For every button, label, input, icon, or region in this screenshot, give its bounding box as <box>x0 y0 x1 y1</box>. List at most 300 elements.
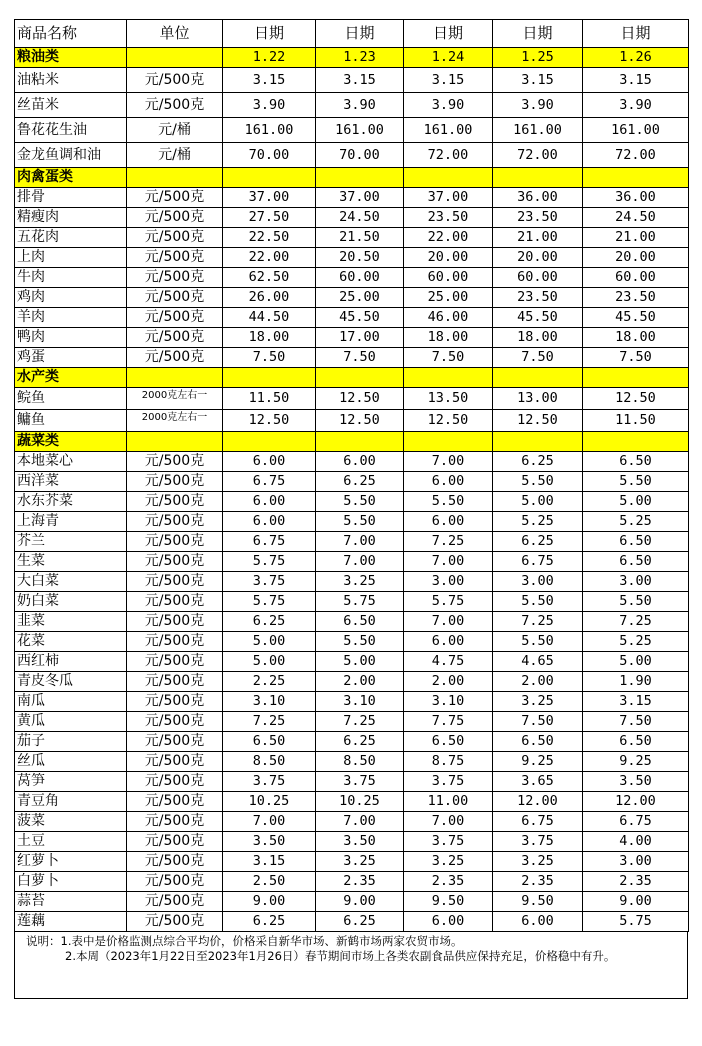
price-cell: 9.00 <box>316 892 404 912</box>
date-cell <box>583 432 689 452</box>
table-row <box>15 512 689 532</box>
price-cell: 72.00 <box>404 143 493 168</box>
price-cell: 20.50 <box>316 248 404 268</box>
item-name: 芥兰 <box>15 532 127 552</box>
item-unit: 元/500克 <box>127 208 223 228</box>
price-cell: 5.75 <box>404 592 493 612</box>
price-cell: 20.00 <box>404 248 493 268</box>
price-cell: 6.25 <box>493 532 583 552</box>
item-unit: 元/500克 <box>127 188 223 208</box>
table-row <box>15 572 689 592</box>
price-cell: 3.25 <box>493 692 583 712</box>
table-row <box>15 472 689 492</box>
price-cell: 23.50 <box>404 208 493 228</box>
price-cell: 5.00 <box>583 492 689 512</box>
price-cell: 5.50 <box>493 472 583 492</box>
table-row <box>15 732 689 752</box>
item-unit: 元/500克 <box>127 228 223 248</box>
price-cell: 18.00 <box>493 328 583 348</box>
header-row <box>15 20 689 48</box>
price-cell: 6.50 <box>493 732 583 752</box>
price-cell: 13.50 <box>404 388 493 410</box>
price-cell: 6.75 <box>223 532 316 552</box>
price-cell: 3.15 <box>223 68 316 93</box>
item-name: 精瘦肉 <box>15 208 127 228</box>
price-cell: 6.00 <box>316 452 404 472</box>
date-cell <box>583 368 689 388</box>
table-row <box>15 552 689 572</box>
price-cell: 20.00 <box>583 248 689 268</box>
item-unit: 元/500克 <box>127 328 223 348</box>
price-cell: 3.75 <box>404 772 493 792</box>
price-cell: 3.15 <box>493 68 583 93</box>
price-cell: 7.50 <box>583 712 689 732</box>
price-cell: 1.90 <box>583 672 689 692</box>
item-unit: 元/500克 <box>127 572 223 592</box>
price-cell: 6.50 <box>583 552 689 572</box>
table-row <box>15 592 689 612</box>
item-unit: 元/500克 <box>127 452 223 472</box>
price-cell: 6.50 <box>316 612 404 632</box>
date-cell <box>316 368 404 388</box>
price-cell: 12.50 <box>404 410 493 432</box>
price-cell: 3.10 <box>223 692 316 712</box>
date-cell <box>493 368 583 388</box>
item-name: 奶白菜 <box>15 592 127 612</box>
header-date: 日期 <box>404 20 493 48</box>
price-cell: 12.50 <box>583 388 689 410</box>
item-unit: 元/500克 <box>127 552 223 572</box>
price-cell: 5.00 <box>223 652 316 672</box>
date-cell: 1.25 <box>493 48 583 68</box>
price-cell: 12.00 <box>493 792 583 812</box>
price-cell: 6.25 <box>316 472 404 492</box>
header-name: 商品名称 <box>15 20 127 48</box>
table-row <box>15 68 689 93</box>
price-cell: 7.25 <box>583 612 689 632</box>
item-name: 大白菜 <box>15 572 127 592</box>
price-cell: 6.00 <box>404 632 493 652</box>
price-cell: 60.00 <box>404 268 493 288</box>
header-date: 日期 <box>223 20 316 48</box>
price-cell: 6.25 <box>316 732 404 752</box>
price-cell: 11.50 <box>583 410 689 432</box>
item-unit: 元/500克 <box>127 632 223 652</box>
date-cell <box>223 432 316 452</box>
item-name: 鲁花花生油 <box>15 118 127 143</box>
item-name: 青豆角 <box>15 792 127 812</box>
price-cell: 60.00 <box>583 268 689 288</box>
item-name: 羊肉 <box>15 308 127 328</box>
price-cell: 3.00 <box>583 852 689 872</box>
price-cell: 7.00 <box>316 812 404 832</box>
price-cell: 3.25 <box>404 852 493 872</box>
item-unit: 元/500克 <box>127 672 223 692</box>
price-cell: 5.00 <box>316 652 404 672</box>
table-row <box>15 632 689 652</box>
price-cell: 2.35 <box>404 872 493 892</box>
date-cell <box>404 368 493 388</box>
item-unit: 元/500克 <box>127 772 223 792</box>
price-cell: 2.00 <box>316 672 404 692</box>
price-cell: 161.00 <box>493 118 583 143</box>
table-row <box>15 348 689 368</box>
date-cell <box>316 168 404 188</box>
price-cell: 5.50 <box>316 632 404 652</box>
price-cell: 7.00 <box>404 552 493 572</box>
price-cell: 6.00 <box>223 492 316 512</box>
item-unit: 元/桶 <box>127 143 223 168</box>
item-unit: 2000克左右一 <box>127 388 223 410</box>
price-cell: 2.35 <box>583 872 689 892</box>
item-name: 水东芥菜 <box>15 492 127 512</box>
date-cell: 1.24 <box>404 48 493 68</box>
date-cell: 1.22 <box>223 48 316 68</box>
price-cell: 22.50 <box>223 228 316 248</box>
price-cell: 161.00 <box>316 118 404 143</box>
table-row <box>15 692 689 712</box>
date-cell <box>583 168 689 188</box>
item-name: 生菜 <box>15 552 127 572</box>
price-cell: 7.00 <box>404 612 493 632</box>
price-cell: 6.25 <box>223 612 316 632</box>
price-cell: 2.00 <box>493 672 583 692</box>
notes-box <box>14 932 688 999</box>
price-cell: 3.25 <box>493 852 583 872</box>
table-row <box>15 872 689 892</box>
price-cell: 70.00 <box>316 143 404 168</box>
note-line-2: 2.本周（2023年1月22日至2023年1月26日）春节期间市场上各类农副食品供应保持充足，价格稳中有升。 <box>65 949 616 963</box>
price-cell: 6.50 <box>583 532 689 552</box>
table-row <box>15 328 689 348</box>
item-name: 金龙鱼调和油 <box>15 143 127 168</box>
price-cell: 2.50 <box>223 872 316 892</box>
date-cell <box>223 168 316 188</box>
price-cell: 60.00 <box>316 268 404 288</box>
price-cell: 3.65 <box>493 772 583 792</box>
item-name: 本地菜心 <box>15 452 127 472</box>
note-line-1: 说明：1.表中是价格监测点综合平均价，价格采自新华市场、新鹤市场两家农贸市场。 <box>26 934 463 948</box>
price-cell: 23.50 <box>583 288 689 308</box>
price-cell: 3.10 <box>404 692 493 712</box>
price-cell: 9.25 <box>493 752 583 772</box>
price-cell: 3.15 <box>404 68 493 93</box>
item-unit: 元/500克 <box>127 472 223 492</box>
price-cell: 11.50 <box>223 388 316 410</box>
price-cell: 11.00 <box>404 792 493 812</box>
price-cell: 8.50 <box>223 752 316 772</box>
table-row <box>15 792 689 812</box>
price-cell: 3.90 <box>583 93 689 118</box>
price-cell: 5.75 <box>223 552 316 572</box>
item-unit: 元/500克 <box>127 512 223 532</box>
price-cell: 6.50 <box>404 732 493 752</box>
price-cell: 6.00 <box>404 472 493 492</box>
price-cell: 3.90 <box>316 93 404 118</box>
price-cell: 18.00 <box>223 328 316 348</box>
price-cell: 13.00 <box>493 388 583 410</box>
category-row <box>15 368 689 388</box>
price-cell: 6.25 <box>223 912 316 932</box>
item-unit: 元/500克 <box>127 892 223 912</box>
item-unit: 元/500克 <box>127 93 223 118</box>
item-name: 蒜苔 <box>15 892 127 912</box>
price-cell: 3.90 <box>223 93 316 118</box>
table-row <box>15 308 689 328</box>
table-row <box>15 93 689 118</box>
item-unit: 2000克左右一 <box>127 410 223 432</box>
price-cell: 3.00 <box>583 572 689 592</box>
category-unit-cell <box>127 48 223 68</box>
category-title: 粮油类 <box>15 48 127 68</box>
table-row <box>15 672 689 692</box>
price-cell: 37.00 <box>223 188 316 208</box>
table-row <box>15 532 689 552</box>
header-date: 日期 <box>493 20 583 48</box>
table-row <box>15 118 689 143</box>
table-row <box>15 892 689 912</box>
price-cell: 3.15 <box>223 852 316 872</box>
table-row <box>15 268 689 288</box>
price-cell: 5.50 <box>404 492 493 512</box>
price-cell: 3.75 <box>223 772 316 792</box>
item-unit: 元/500克 <box>127 268 223 288</box>
price-cell: 3.75 <box>223 572 316 592</box>
table-row <box>15 812 689 832</box>
item-unit: 元/500克 <box>127 832 223 852</box>
item-name: 丝瓜 <box>15 752 127 772</box>
item-unit: 元/500克 <box>127 308 223 328</box>
price-cell: 9.25 <box>583 752 689 772</box>
price-cell: 10.25 <box>316 792 404 812</box>
price-cell: 72.00 <box>493 143 583 168</box>
table-row <box>15 410 689 432</box>
date-cell <box>223 368 316 388</box>
price-cell: 25.00 <box>316 288 404 308</box>
price-cell: 7.00 <box>404 452 493 472</box>
item-unit: 元/500克 <box>127 492 223 512</box>
price-cell: 7.00 <box>316 552 404 572</box>
item-unit: 元/500克 <box>127 912 223 932</box>
price-cell: 7.75 <box>404 712 493 732</box>
category-unit-cell <box>127 368 223 388</box>
price-cell: 6.75 <box>583 812 689 832</box>
item-name: 丝苗米 <box>15 93 127 118</box>
price-cell: 6.50 <box>583 732 689 752</box>
table-row <box>15 143 689 168</box>
price-cell: 6.25 <box>493 452 583 472</box>
price-cell: 7.50 <box>404 348 493 368</box>
price-cell: 27.50 <box>223 208 316 228</box>
price-cell: 12.50 <box>223 410 316 432</box>
price-cell: 6.00 <box>404 912 493 932</box>
item-name: 白萝卜 <box>15 872 127 892</box>
price-cell: 5.50 <box>493 592 583 612</box>
price-cell: 6.00 <box>223 452 316 472</box>
price-cell: 7.50 <box>316 348 404 368</box>
price-cell: 7.00 <box>404 812 493 832</box>
item-name: 排骨 <box>15 188 127 208</box>
item-unit: 元/500克 <box>127 532 223 552</box>
item-name: 鲩鱼 <box>15 388 127 410</box>
price-cell: 37.00 <box>404 188 493 208</box>
price-cell: 7.50 <box>583 348 689 368</box>
price-cell: 12.50 <box>493 410 583 432</box>
item-name: 鸡肉 <box>15 288 127 308</box>
price-cell: 2.00 <box>404 672 493 692</box>
item-name: 油粘米 <box>15 68 127 93</box>
price-cell: 7.50 <box>493 712 583 732</box>
item-name: 花菜 <box>15 632 127 652</box>
table-row <box>15 188 689 208</box>
table-row <box>15 772 689 792</box>
price-cell: 3.90 <box>493 93 583 118</box>
price-cell: 3.50 <box>316 832 404 852</box>
price-cell: 5.50 <box>583 472 689 492</box>
item-name: 南瓜 <box>15 692 127 712</box>
table-row <box>15 852 689 872</box>
price-cell: 24.50 <box>583 208 689 228</box>
price-cell: 9.00 <box>223 892 316 912</box>
price-cell: 21.00 <box>583 228 689 248</box>
price-cell: 17.00 <box>316 328 404 348</box>
price-cell: 12.50 <box>316 410 404 432</box>
date-cell: 1.23 <box>316 48 404 68</box>
price-cell: 7.25 <box>316 712 404 732</box>
date-cell <box>404 432 493 452</box>
price-cell: 7.00 <box>223 812 316 832</box>
date-cell <box>404 168 493 188</box>
price-cell: 24.50 <box>316 208 404 228</box>
price-cell: 5.25 <box>583 512 689 532</box>
price-cell: 5.00 <box>493 492 583 512</box>
table-row <box>15 912 689 932</box>
item-unit: 元/500克 <box>127 872 223 892</box>
price-cell: 3.75 <box>493 832 583 852</box>
price-cell: 70.00 <box>223 143 316 168</box>
price-cell: 3.90 <box>404 93 493 118</box>
item-name: 茄子 <box>15 732 127 752</box>
price-cell: 5.75 <box>316 592 404 612</box>
date-cell <box>316 432 404 452</box>
price-cell: 161.00 <box>404 118 493 143</box>
price-cell: 6.00 <box>404 512 493 532</box>
item-unit: 元/500克 <box>127 732 223 752</box>
price-cell: 7.00 <box>316 532 404 552</box>
price-cell: 161.00 <box>583 118 689 143</box>
price-cell: 62.50 <box>223 268 316 288</box>
price-cell: 44.50 <box>223 308 316 328</box>
price-cell: 7.25 <box>404 532 493 552</box>
price-cell: 6.50 <box>583 452 689 472</box>
price-cell: 5.50 <box>316 512 404 532</box>
category-title: 蔬菜类 <box>15 432 127 452</box>
price-cell: 2.35 <box>493 872 583 892</box>
price-cell: 5.50 <box>493 632 583 652</box>
item-name: 黄瓜 <box>15 712 127 732</box>
price-cell: 9.50 <box>404 892 493 912</box>
date-cell <box>493 168 583 188</box>
price-cell: 25.00 <box>404 288 493 308</box>
price-cell: 6.50 <box>223 732 316 752</box>
item-name: 莴笋 <box>15 772 127 792</box>
price-cell: 60.00 <box>493 268 583 288</box>
price-cell: 22.00 <box>223 248 316 268</box>
price-cell: 5.25 <box>583 632 689 652</box>
table-row <box>15 288 689 308</box>
item-unit: 元/500克 <box>127 652 223 672</box>
item-name: 莲藕 <box>15 912 127 932</box>
item-name: 鳙鱼 <box>15 410 127 432</box>
item-name: 上肉 <box>15 248 127 268</box>
price-cell: 3.10 <box>316 692 404 712</box>
table-row <box>15 652 689 672</box>
item-unit: 元/500克 <box>127 812 223 832</box>
table-row <box>15 228 689 248</box>
price-cell: 6.75 <box>223 472 316 492</box>
table-row <box>15 248 689 268</box>
item-unit: 元/桶 <box>127 118 223 143</box>
price-cell: 18.00 <box>583 328 689 348</box>
table-row <box>15 208 689 228</box>
item-name: 青皮冬瓜 <box>15 672 127 692</box>
price-cell: 6.75 <box>493 552 583 572</box>
price-cell: 6.75 <box>493 812 583 832</box>
item-name: 土豆 <box>15 832 127 852</box>
price-cell: 3.25 <box>316 852 404 872</box>
price-cell: 5.75 <box>583 912 689 932</box>
item-name: 韭菜 <box>15 612 127 632</box>
price-cell: 8.75 <box>404 752 493 772</box>
item-unit: 元/500克 <box>127 692 223 712</box>
price-cell: 9.00 <box>583 892 689 912</box>
price-cell: 7.25 <box>493 612 583 632</box>
header-date: 日期 <box>316 20 404 48</box>
price-cell: 6.00 <box>493 912 583 932</box>
item-name: 菠菜 <box>15 812 127 832</box>
price-cell: 45.50 <box>316 308 404 328</box>
price-cell: 22.00 <box>404 228 493 248</box>
price-cell: 36.00 <box>493 188 583 208</box>
price-cell: 3.50 <box>223 832 316 852</box>
price-cell: 9.50 <box>493 892 583 912</box>
item-unit: 元/500克 <box>127 612 223 632</box>
item-name: 鸭肉 <box>15 328 127 348</box>
item-unit: 元/500克 <box>127 852 223 872</box>
price-cell: 12.00 <box>583 792 689 812</box>
price-cell: 3.15 <box>583 68 689 93</box>
price-cell: 23.50 <box>493 208 583 228</box>
price-cell: 3.75 <box>316 772 404 792</box>
category-row <box>15 48 689 68</box>
item-unit: 元/500克 <box>127 348 223 368</box>
price-cell: 5.25 <box>493 512 583 532</box>
price-cell: 5.50 <box>316 492 404 512</box>
price-cell: 3.00 <box>404 572 493 592</box>
category-title: 水产类 <box>15 368 127 388</box>
price-cell: 5.50 <box>583 592 689 612</box>
price-cell: 4.00 <box>583 832 689 852</box>
price-cell: 4.65 <box>493 652 583 672</box>
price-cell: 37.00 <box>316 188 404 208</box>
table-row <box>15 452 689 472</box>
table-row <box>15 832 689 852</box>
price-cell: 12.50 <box>316 388 404 410</box>
table-row <box>15 752 689 772</box>
price-cell: 20.00 <box>493 248 583 268</box>
price-sheet <box>14 19 688 1046</box>
price-cell: 7.25 <box>223 712 316 732</box>
